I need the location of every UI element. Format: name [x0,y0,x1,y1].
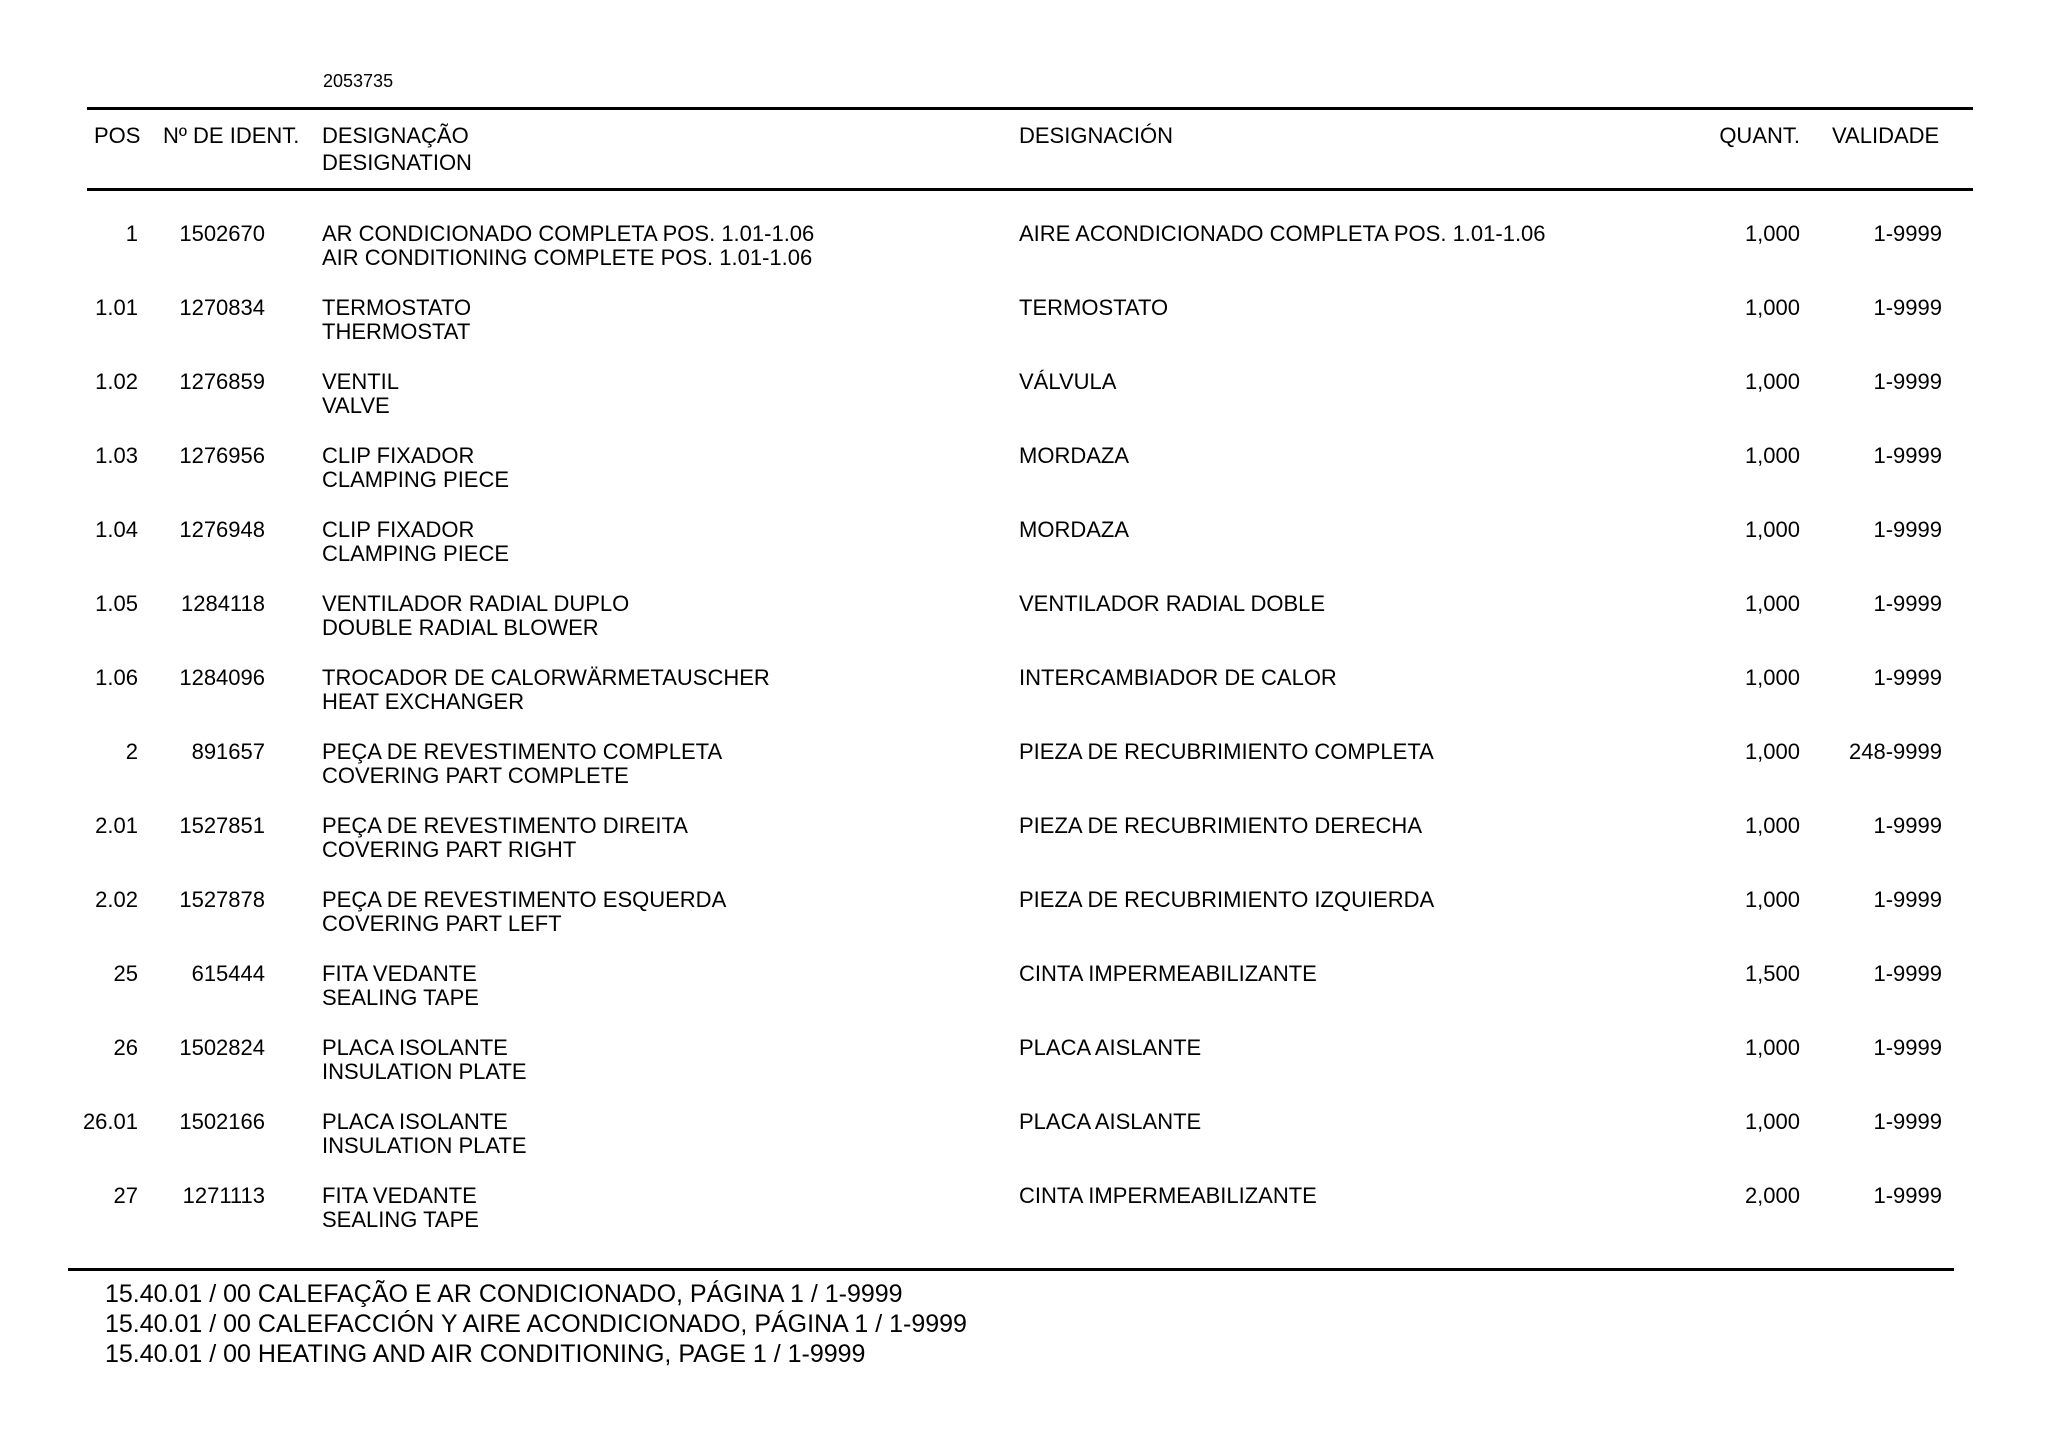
cell-designation-pt: PLACA ISOLANTE [322,1035,508,1060]
cell-pos: 2 [125,739,138,764]
cell-designation-pt: PEÇA DE REVESTIMENTO COMPLETA [322,739,723,764]
cell-validity: 1-9999 [1873,887,1942,912]
cell-validity: 1-9999 [1873,221,1942,246]
cell-designation-en: COVERING PART LEFT [322,911,562,936]
table-row [0,814,2048,888]
cell-pos: 1.05 [95,591,138,616]
cell-pos: 1.03 [95,443,138,468]
cell-designation-pt: PEÇA DE REVESTIMENTO DIREITA [322,813,688,838]
cell-quantity: 1,500 [1744,961,1800,986]
cell-validity: 1-9999 [1873,961,1942,986]
table-row [0,518,2048,592]
cell-designation-es: PLACA AISLANTE [1019,1035,1202,1060]
cell-validity: 1-9999 [1873,517,1942,542]
cell-designation-en: HEAT EXCHANGER [322,689,525,714]
cell-designation-es: MORDAZA [1019,443,1129,468]
cell-designation-es: CINTA IMPERMEABILIZANTE [1019,1183,1317,1208]
cell-designation-pt: TROCADOR DE CALORWÄRMETAUSCHER [322,665,770,690]
cell-ident: 1271113 [182,1183,265,1208]
cell-pos: 2.02 [95,887,138,912]
column-header-designation [322,122,472,176]
cell-ident: 891657 [191,739,265,764]
cell-pos: 27 [113,1183,138,1208]
parts-table-body [0,222,2048,1258]
cell-validity: 1-9999 [1873,665,1942,690]
table-row [0,592,2048,666]
cell-designation-pt: VENTILADOR RADIAL DUPLO [322,591,630,616]
cell-validity: 1-9999 [1873,1035,1942,1060]
cell-designation-pt: CLIP FIXADOR [322,517,475,542]
cell-quantity: 1,000 [1744,887,1800,912]
cell-ident: 1276948 [179,517,265,542]
cell-pos: 1.04 [95,517,138,542]
footer-line-pt: 15.40.01 / 00 CALEFAÇÃO E AR CONDICIONADO, PÁGINA 1 / 1-9999 [105,1280,903,1308]
cell-designation-pt: TERMOSTATO [322,295,472,320]
footer-line-en: 15.40.01 / 00 HEATING AND AIR CONDITIONING, PAGE 1 / 1-9999 [105,1340,866,1368]
cell-quantity: 1,000 [1744,443,1800,468]
table-row [0,444,2048,518]
cell-quantity: 1,000 [1744,1035,1800,1060]
cell-pos: 1.02 [95,369,138,394]
cell-ident: 1276956 [179,443,265,468]
cell-ident: 1527851 [179,813,265,838]
cell-designation-en: COVERING PART RIGHT [322,837,577,862]
cell-designation-es: TERMOSTATO [1019,295,1169,320]
column-header-quantity: QUANT. [1719,123,1800,148]
cell-quantity: 1,000 [1744,665,1800,690]
table-row [0,296,2048,370]
cell-quantity: 2,000 [1744,1183,1800,1208]
cell-pos: 1.01 [95,295,138,320]
cell-ident: 615444 [191,961,265,986]
cell-quantity: 1,000 [1744,739,1800,764]
cell-designation-en: THERMOSTAT [322,319,471,344]
cell-pos: 26 [113,1035,138,1060]
cell-designation-en: AIR CONDITIONING COMPLETE POS. 1.01-1.06 [322,245,813,270]
cell-designation-pt: FITA VEDANTE [322,961,477,986]
cell-designation-en: SEALING TAPE [322,1207,479,1232]
column-header-designation-pt: DESIGNAÇÃO [322,123,469,148]
cell-designation-es: CINTA IMPERMEABILIZANTE [1019,961,1317,986]
cell-designation-es: PIEZA DE RECUBRIMIENTO DERECHA [1019,813,1422,838]
table-row [0,740,2048,814]
column-header-pos: POS [94,123,141,148]
table-row [0,888,2048,962]
cell-designation-en: CLAMPING PIECE [322,541,510,566]
document-number: 2053735 [323,71,394,91]
cell-ident: 1276859 [179,369,265,394]
cell-quantity: 1,000 [1744,813,1800,838]
column-header-designation-es: DESIGNACIÓN [1019,123,1174,148]
column-header-ident: Nº DE IDENT. [163,123,300,148]
cell-designation-es: PIEZA DE RECUBRIMIENTO COMPLETA [1019,739,1434,764]
cell-validity: 1-9999 [1873,1183,1942,1208]
cell-ident: 1527878 [179,887,265,912]
cell-pos: 1.06 [95,665,138,690]
cell-ident: 1284096 [179,665,265,690]
cell-validity: 1-9999 [1873,443,1942,468]
cell-designation-en: VALVE [322,393,390,418]
cell-ident: 1284118 [180,591,265,616]
cell-validity: 1-9999 [1873,369,1942,394]
cell-quantity: 1,000 [1744,295,1800,320]
table-row [0,1110,2048,1184]
cell-designation-es: PLACA AISLANTE [1019,1109,1202,1134]
cell-designation-pt: CLIP FIXADOR [322,443,475,468]
cell-designation-pt: VENTIL [322,369,400,394]
cell-quantity: 1,000 [1744,1109,1800,1134]
cell-ident: 1502166 [179,1109,265,1134]
column-header-designation-en: DESIGNATION [322,150,472,175]
cell-designation-es: PIEZA DE RECUBRIMIENTO IZQUIERDA [1019,887,1435,912]
page-footer [105,1279,967,1369]
header-top-rule [87,107,1973,110]
cell-designation-en: DOUBLE RADIAL BLOWER [322,615,599,640]
footer-line-es: 15.40.01 / 00 CALEFACCIÓN Y AIRE ACONDICIONADO, PÁGINA 1 / 1-9999 [105,1310,967,1338]
cell-designation-pt: PEÇA DE REVESTIMENTO ESQUERDA [322,887,727,912]
table-row [0,222,2048,296]
cell-designation-pt: PLACA ISOLANTE [322,1109,508,1134]
cell-designation-es: AIRE ACONDICIONADO COMPLETA POS. 1.01-1.06 [1019,221,1546,246]
cell-designation-en: CLAMPING PIECE [322,467,510,492]
cell-validity: 248-9999 [1849,739,1942,764]
header-bottom-rule [87,188,1973,191]
cell-validity: 1-9999 [1873,591,1942,616]
cell-quantity: 1,000 [1744,221,1800,246]
cell-pos: 2.01 [95,813,138,838]
cell-pos: 1 [125,221,138,246]
table-row [0,1036,2048,1110]
cell-validity: 1-9999 [1873,813,1942,838]
cell-quantity: 1,000 [1744,517,1800,542]
footer-rule [68,1268,1954,1271]
table-row [0,962,2048,1036]
cell-designation-en: SEALING TAPE [322,985,479,1010]
table-row [0,666,2048,740]
cell-designation-en: INSULATION PLATE [322,1133,527,1158]
cell-designation-es: VENTILADOR RADIAL DOBLE [1019,591,1326,616]
table-row [0,370,2048,444]
cell-designation-en: COVERING PART COMPLETE [322,763,629,788]
cell-ident: 1270834 [179,295,265,320]
column-header-validity: VALIDADE [1832,123,1940,148]
cell-validity: 1-9999 [1873,295,1942,320]
cell-designation-pt: AR CONDICIONADO COMPLETA POS. 1.01-1.06 [322,221,815,246]
table-row [0,1184,2048,1258]
cell-ident: 1502670 [179,221,265,246]
cell-pos: 25 [113,961,138,986]
cell-designation-en: INSULATION PLATE [322,1059,527,1084]
cell-designation-es: INTERCAMBIADOR DE CALOR [1019,665,1337,690]
cell-designation-es: MORDAZA [1019,517,1129,542]
cell-designation-es: VÁLVULA [1019,369,1117,394]
cell-quantity: 1,000 [1744,591,1800,616]
cell-validity: 1-9999 [1873,1109,1942,1134]
cell-ident: 1502824 [179,1035,265,1060]
cell-designation-pt: FITA VEDANTE [322,1183,477,1208]
cell-pos: 26.01 [82,1109,138,1134]
cell-quantity: 1,000 [1744,369,1800,394]
